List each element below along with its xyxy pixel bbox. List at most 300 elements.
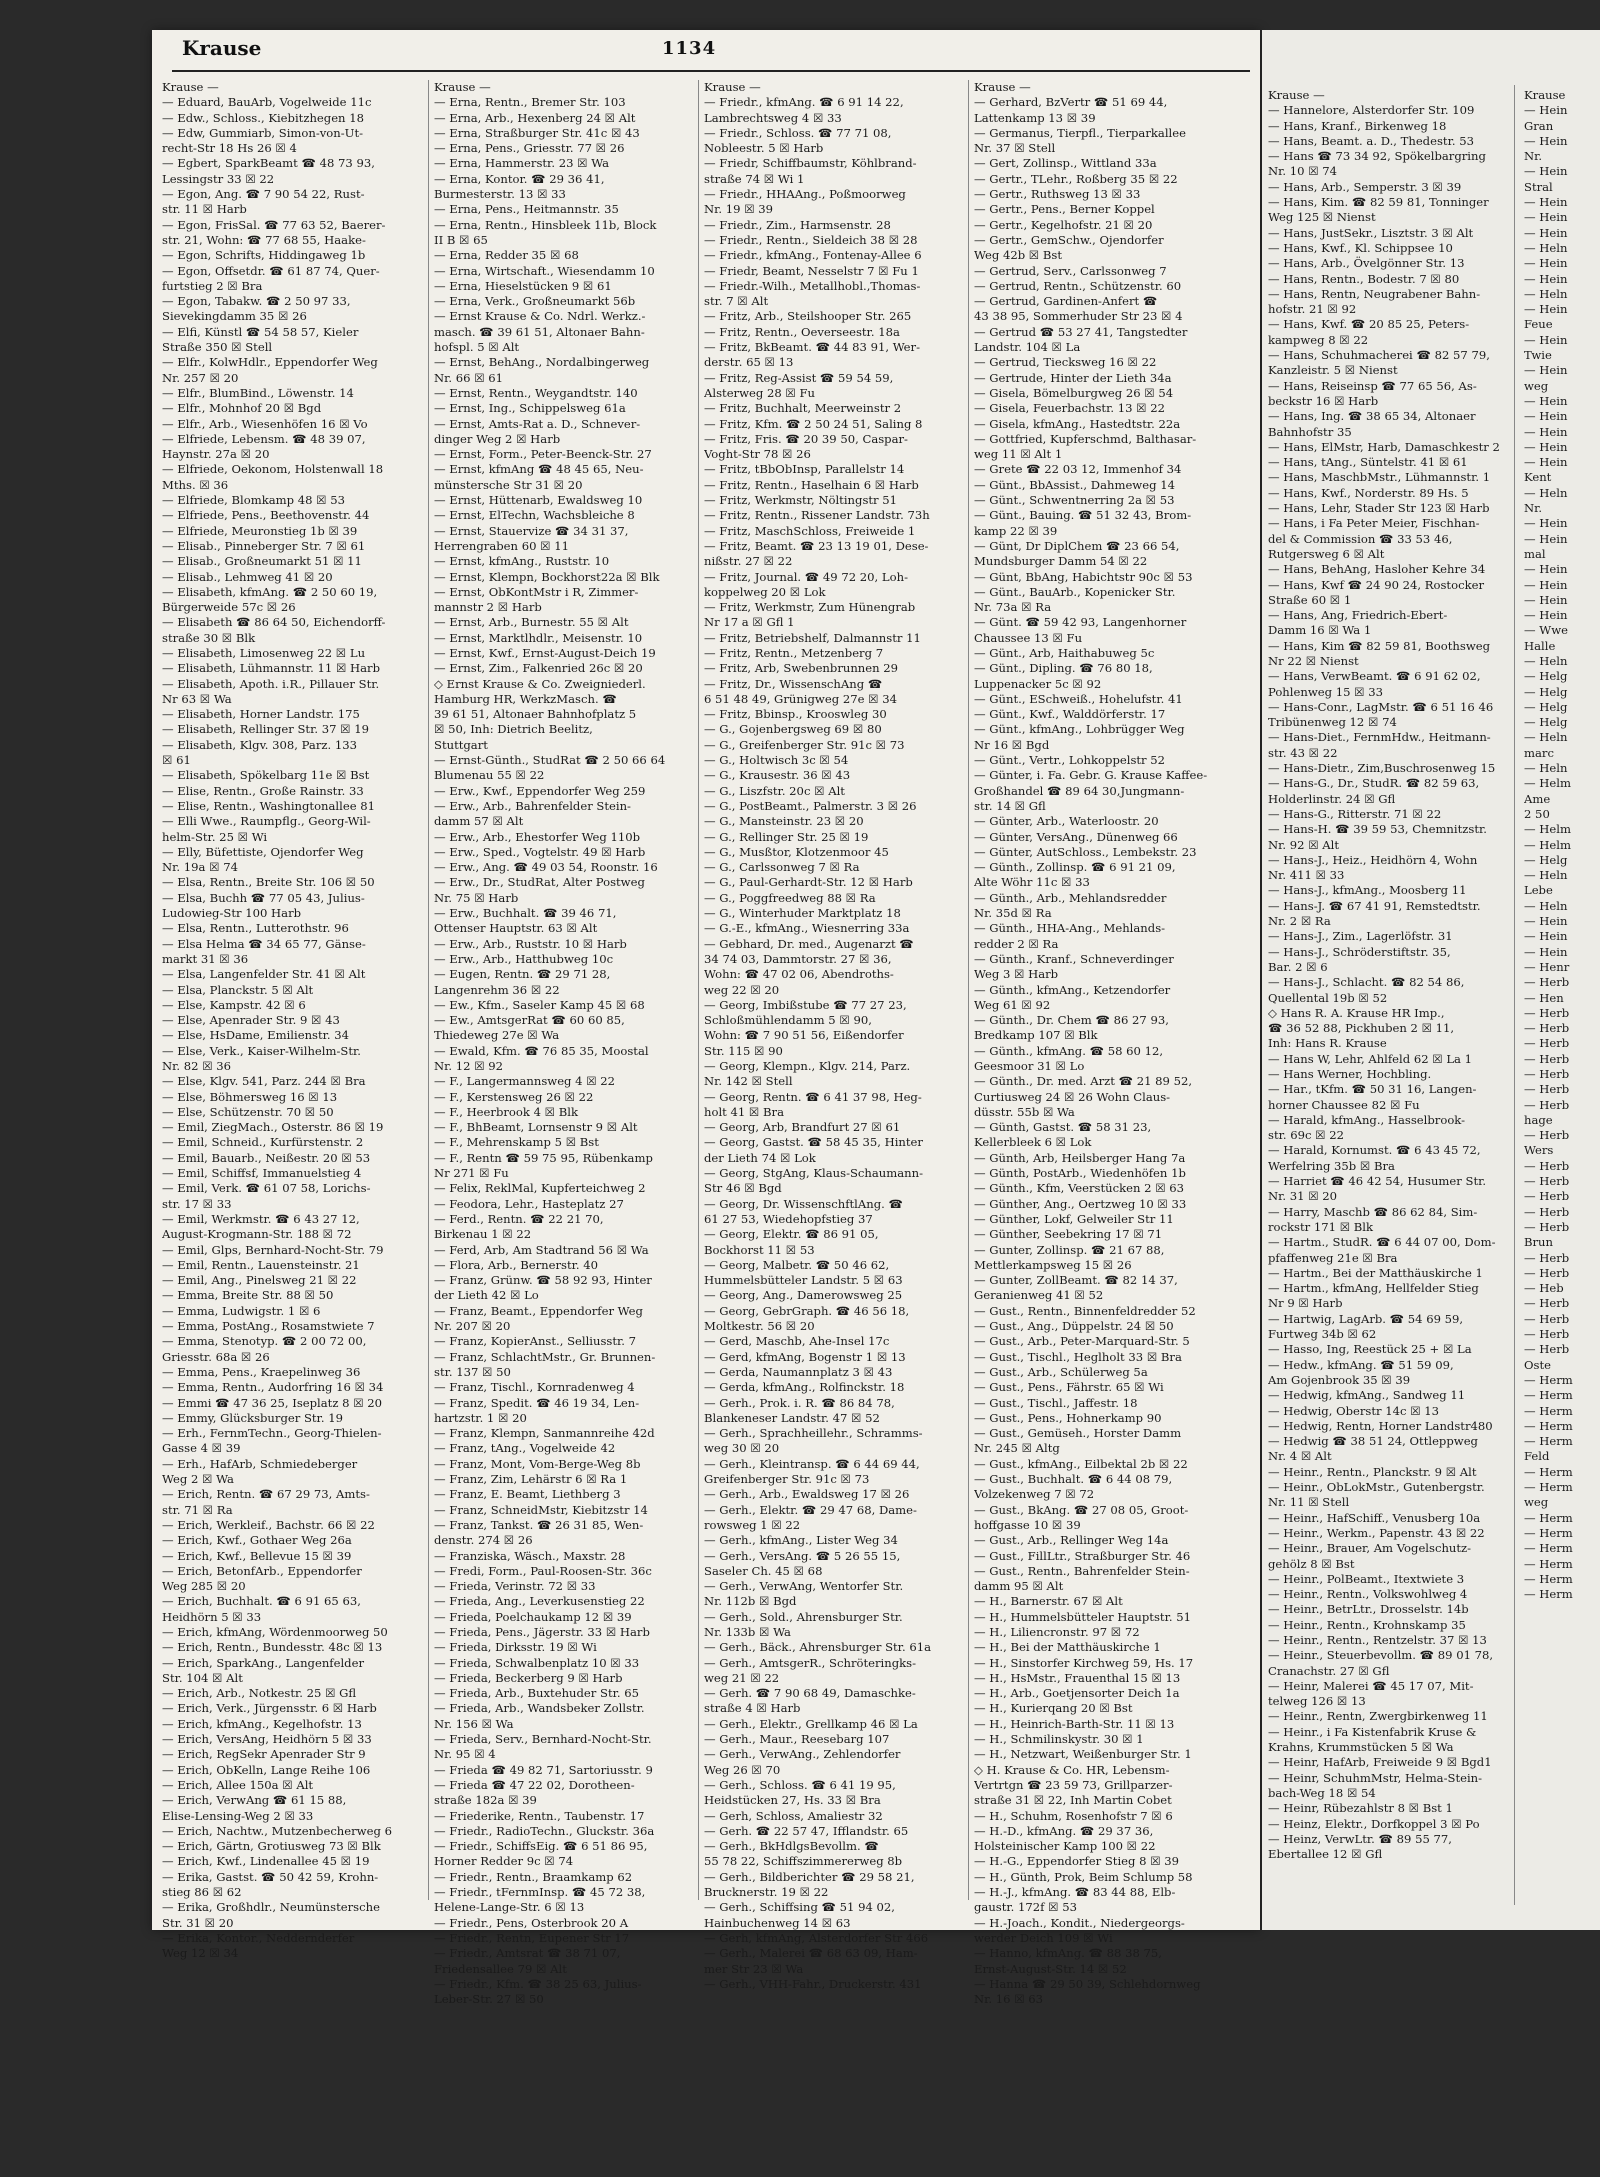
directory-entry-line: Haynstr. 27a ☒ 20 xyxy=(162,447,270,462)
directory-entry-line: — Gebhard, Dr. med., Augenarzt ☎ xyxy=(704,936,914,951)
directory-entry-line: — Gertrud, Tiecksweg 16 ☒ 22 xyxy=(974,355,1157,370)
header-rule xyxy=(172,70,1250,72)
directory-entry-line: — Erich, Kwf., Lindenallee 45 ☒ 19 xyxy=(162,1854,370,1869)
directory-entry-line: — Emma, Pens., Kraepelinweg 36 xyxy=(162,1364,361,1379)
directory-entry-line: — Günter, VersAng., Dünenweg 66 xyxy=(974,829,1178,844)
directory-entry-line: Gasse 4 ☒ 39 xyxy=(162,1441,241,1456)
directory-entry-line: — Fritz, Rentn., Oeverseestr. 18a xyxy=(704,324,900,339)
directory-entry-line: — Harald, kfmAng., Hasselbrook- xyxy=(1268,1112,1466,1127)
directory-entry-line: Nr. 245 ☒ Altg xyxy=(974,1441,1060,1456)
directory-entry-line: — Hein xyxy=(1524,531,1568,546)
directory-entry-line: — Erw., Buchhalt. ☎ 39 46 71, xyxy=(434,906,617,921)
directory-page xyxy=(152,30,1260,2007)
directory-entry-line: — Erich, Gärtn, Grotiusweg 73 ☒ Blk xyxy=(162,1839,381,1854)
directory-entry-line: Bürgerweide 57c ☒ 26 xyxy=(162,600,296,615)
directory-entry-line: — Hans, Ang, Friedrich-Ebert- xyxy=(1268,608,1448,623)
directory-entry-line: — Gust., BkAng. ☎ 27 08 05, Groot- xyxy=(974,1502,1189,1517)
directory-entry-line: — Hans-J., Zim., Lagerlöfstr. 31 xyxy=(1268,929,1453,944)
directory-entry-line: — Franz, E. Beamt, Liethberg 3 xyxy=(434,1487,621,1502)
directory-entry-line: — Herm xyxy=(1524,1403,1573,1418)
directory-entry-line: — Harriet ☎ 46 42 54, Husumer Str. xyxy=(1268,1174,1487,1189)
directory-entry-line: — Erna, Straßburger Str. 41c ☒ 43 xyxy=(434,125,640,140)
directory-entry-line: — Gust., Rentn., Bahrenfelder Stein- xyxy=(974,1563,1190,1578)
directory-entry-line: Oste xyxy=(1524,1357,1551,1372)
directory-entry-line: — Hein xyxy=(1524,577,1568,592)
directory-entry-line: Horner Redder 9c ☒ 74 xyxy=(434,1854,574,1869)
directory-entry-line: — Hedwig, Rentn, Horner Landstr480 xyxy=(1268,1418,1493,1433)
directory-entry-line: — Friedr., kfmAng., Fontenay-Allee 6 xyxy=(704,248,922,263)
directory-entry-line: — Günth., HHA-Ang., Mehlands- xyxy=(974,921,1166,936)
directory-entry-line: — Hans, i Fa Peter Meier, Fischhan- xyxy=(1268,516,1480,531)
directory-entry-line: Voght-Str 78 ☒ 26 xyxy=(704,447,811,462)
directory-entry-line: — Fritz, Rentn., Metzenberg 7 xyxy=(704,645,884,660)
directory-entry-line: — Gerh., Arb., Ewaldsweg 17 ☒ 26 xyxy=(704,1487,910,1502)
directory-entry-line: Lessingstr 33 ☒ 22 xyxy=(162,171,275,186)
directory-entry-line: — Else, Kampstr. 42 ☒ 6 xyxy=(162,997,306,1012)
directory-entry-line: — Eduard, BauArb, Vogelweide 11c xyxy=(162,95,372,110)
directory-entry-line: — Germanus, Tierpfl., Tierparkallee xyxy=(974,125,1186,140)
directory-entry-line: Blankeneser Landstr. 47 ☒ 52 xyxy=(704,1410,880,1425)
directory-entry-line: — Franz, SchlachtMstr., Gr. Brunnen- xyxy=(434,1349,656,1364)
directory-entry-line: Leber-Str. 27 ☒ 50 xyxy=(434,1992,544,2007)
directory-entry-line: — Fritz, Werkmstr, Nöltingstr 51 xyxy=(704,493,898,508)
directory-entry-line: Nr. 10 ☒ 74 xyxy=(1268,164,1338,179)
directory-entry-line: — Heinr., Steuerbevollm. ☎ 89 01 78, xyxy=(1268,1648,1494,1663)
directory-entry-line: — Edw., Schloss., Kiebitzhegen 18 xyxy=(162,110,364,125)
directory-entry-line: — Hein xyxy=(1524,439,1568,454)
directory-entry-line: Nr. 411 ☒ 33 xyxy=(1268,868,1345,883)
directory-entry-line: — Fritz, Rentn., Rissener Landstr. 73h xyxy=(704,508,930,523)
directory-entry-line: — Franz, Spedit. ☎ 46 19 34, Len- xyxy=(434,1395,640,1410)
directory-entry-line: — Frieda ☎ 49 82 71, Sartoriusstr. 9 xyxy=(434,1762,653,1777)
directory-entry-line: — Fritz, Dr., WissenschAng ☎ xyxy=(704,676,883,691)
directory-entry-line: Feue xyxy=(1524,317,1553,332)
directory-entry-line: str. 14 ☒ Gfl xyxy=(974,798,1046,813)
directory-entry-line: — Erich, Verk., Jürgensstr. 6 ☒ Harb xyxy=(162,1701,377,1716)
directory-entry-line: August-Krogmann-Str. 188 ☒ 72 xyxy=(162,1227,352,1242)
directory-entry-line: — Heinr., PolBeamt., Itextwiete 3 xyxy=(1268,1571,1465,1586)
directory-entry-line: — Frieda, Pens., Jägerstr. 33 ☒ Harb xyxy=(434,1624,650,1639)
directory-entry-line: — Elise, Rentn., Große Rainstr. 33 xyxy=(162,783,364,798)
directory-entry-line: weg 30 ☒ 20 xyxy=(704,1441,780,1456)
directory-entry-line: — Gunter, ZollBeamt. ☎ 82 14 37, xyxy=(974,1273,1178,1288)
directory-entry-line: str. 17 ☒ 33 xyxy=(162,1196,232,1211)
directory-entry-line: — Gust., Pens., Hohnerkamp 90 xyxy=(974,1410,1162,1425)
directory-entry-line: — Hanno, kfmAng. ☎ 88 38 75, xyxy=(974,1946,1162,1961)
directory-entry-line: — Grete ☎ 22 03 12, Immenhof 34 xyxy=(974,462,1182,477)
directory-entry-line: — Gerh., Bildberichter ☎ 29 58 21, xyxy=(704,1869,915,1884)
directory-entry-line: — Günth., Zollinsp. ☎ 6 91 21 09, xyxy=(974,860,1176,875)
directory-entry-line: — Heinr, SchuhmMstr, Helma-Stein- xyxy=(1268,1770,1483,1785)
directory-entry-line: — Elfr., BlumBind., Löwenstr. 14 xyxy=(162,385,354,400)
directory-entry-line: — Heinr., Rentn., Krohnskamp 35 xyxy=(1268,1617,1466,1632)
directory-entry-line: 55 78 22, Schiffszimmererweg 8b xyxy=(704,1854,903,1869)
directory-entry-line: — Ernst, Stauervize ☎ 34 31 37, xyxy=(434,523,629,538)
next-page-column-2 xyxy=(1524,88,1600,1602)
directory-entry-line: — Gust., Rentn., Binnenfeldredder 52 xyxy=(974,1303,1196,1318)
directory-entry-line: — Franz, SchneidMstr, Kiebitzstr 14 xyxy=(434,1502,648,1517)
directory-entry-line: — Hein xyxy=(1524,256,1568,271)
directory-entry-line: — Henr xyxy=(1524,959,1570,974)
directory-entry-line: — Gottfried, Kupferschmd, Balthasar- xyxy=(974,431,1197,446)
directory-entry-line: — Heinr, Malerei ☎ 45 17 07, Mit- xyxy=(1268,1678,1474,1693)
directory-entry-line: — Hartwig, LagArb. ☎ 54 69 59, xyxy=(1268,1311,1464,1326)
directory-entry-line: — G., Paul-Gerhardt-Str. 12 ☒ Harb xyxy=(704,875,913,890)
directory-entry-line: — Herb xyxy=(1524,1327,1570,1342)
directory-entry-line: weg 21 ☒ 22 xyxy=(704,1670,780,1685)
directory-entry-line: — Elisabeth, Klgv. 308, Parz. 133 xyxy=(162,737,357,752)
directory-entry-line: — Else, Apenrader Str. 9 ☒ 43 xyxy=(162,1013,340,1028)
directory-entry-line: — Erich, VersAng, Heidhörn 5 ☒ 33 xyxy=(162,1732,372,1747)
directory-entry-line: Friedensallee 79 ☒ Alt xyxy=(434,1961,567,1976)
directory-entry-line: — Erich, VerwAng ☎ 61 15 88, xyxy=(162,1793,347,1808)
directory-entry-line: straße 30 ☒ Blk xyxy=(162,630,256,645)
directory-entry-line: str. 7 ☒ Alt xyxy=(704,294,769,309)
directory-entry-line: — Emil, ZiegMach., Osterstr. 86 ☒ 19 xyxy=(162,1120,384,1135)
directory-entry-line: — Ernst, Zim., Falkenried 26c ☒ 20 xyxy=(434,661,643,676)
next-page-partial xyxy=(1262,30,1600,1930)
directory-entry-line: — Erw., Arb., Hatthubweg 10c xyxy=(434,951,614,966)
directory-entry-line: — Egon, Ang. ☎ 7 90 54 22, Rust- xyxy=(162,187,365,202)
directory-entry-line: — Hartm., kfmAng, Hellfelder Stieg xyxy=(1268,1281,1479,1296)
directory-entry-line: Nr. 2 ☒ Ra xyxy=(1268,914,1331,929)
directory-entry-line: — Ew., Kfm., Saseler Kamp 45 ☒ 68 xyxy=(434,997,645,1012)
directory-entry-line: — Fritz, Fris. ☎ 20 39 50, Caspar- xyxy=(704,431,908,446)
directory-entry-line: hage xyxy=(1524,1112,1553,1127)
directory-entry-line: — Ernst, Ing., Schippelsweg 61a xyxy=(434,401,626,416)
directory-entry-line: Wers xyxy=(1524,1143,1554,1158)
directory-entry-line: — Frieda, Arb., Wandsbeker Zollstr. xyxy=(434,1701,645,1716)
directory-entry-line: — H., Schmilinskystr. 30 ☒ 1 xyxy=(974,1732,1144,1747)
column-divider xyxy=(968,80,969,1900)
directory-entry-line: — Gertrude, Hinter der Lieth 34a xyxy=(974,370,1172,385)
directory-entry-line: — H., Hummelsbütteler Hauptstr. 51 xyxy=(974,1609,1191,1624)
directory-entry-line: ◇ H. Krause & Co. HR, Lebensm- xyxy=(974,1762,1170,1777)
directory-entry-line: — Hein xyxy=(1524,516,1568,531)
directory-entry-line: — Erna, Pens., Griesstr. 77 ☒ 26 xyxy=(434,141,625,156)
directory-entry-line: Bahnhofstr 35 xyxy=(1268,424,1352,439)
directory-entry-line: — Herb xyxy=(1524,1051,1570,1066)
directory-entry-line: — Fritz, Journal. ☎ 49 72 20, Loh- xyxy=(704,569,908,584)
directory-entry-line: — Emil, Verk. ☎ 61 07 58, Lorichs- xyxy=(162,1181,371,1196)
directory-entry-line: dinger Weg 2 ☒ Harb xyxy=(434,431,561,446)
directory-entry-line: — Gert, Zollinsp., Wittland 33a xyxy=(974,156,1157,171)
directory-entry-line: — Franz, KopierAnst., Selliusstr. 7 xyxy=(434,1334,637,1349)
directory-entry-line: — Erich, SparkAng., Langenfelder xyxy=(162,1655,364,1670)
directory-entry-line: — Franz, Tankst. ☎ 26 31 85, Wen- xyxy=(434,1517,644,1532)
directory-entry-line: Greifenberger Str. 91c ☒ 73 xyxy=(704,1472,870,1487)
directory-entry-line: — Friedr., RadioTechn., Gluckstr. 36a xyxy=(434,1823,655,1838)
directory-entry-line: — Hein xyxy=(1524,271,1568,286)
directory-entry-line: — Harald, Kornumst. ☎ 6 43 45 72, xyxy=(1268,1143,1481,1158)
directory-entry-line: Nr. 12 ☒ 92 xyxy=(434,1059,504,1073)
directory-entry-line: — Erich, RegSekr Apenrader Str 9 xyxy=(162,1747,366,1762)
directory-entry-line: Curtiusweg 24 ☒ 26 Wohn Claus- xyxy=(974,1089,1171,1104)
directory-entry-line: — Elsa, Planckstr. 5 ☒ Alt xyxy=(162,982,314,997)
directory-entry-line: — H., HsMstr., Frauenthal 15 ☒ 13 xyxy=(974,1670,1181,1685)
directory-entry-line: — Erich, Werkleif., Bachstr. 66 ☒ 22 xyxy=(162,1517,375,1532)
directory-entry-line: — Heinr., Rentn., Planckstr. 9 ☒ Alt xyxy=(1268,1464,1477,1479)
directory-entry-line: Nr 16 ☒ Bgd xyxy=(974,737,1050,752)
directory-entry-line: — Herm xyxy=(1524,1418,1573,1433)
directory-entry-line: — Erna, Arb., Hexenberg 24 ☒ Alt xyxy=(434,110,636,125)
directory-entry-line: — Herb xyxy=(1524,1036,1570,1051)
directory-entry-line: — Ernst, Rentn., Weygandtstr. 140 xyxy=(434,385,638,400)
directory-entry-line: horner Chaussee 82 ☒ Fu xyxy=(1268,1097,1420,1112)
directory-entry-line: — Georg, Rentn. ☎ 6 41 37 98, Heg- xyxy=(704,1089,922,1104)
directory-entry-line: — Günt, Dr DiplChem ☎ 23 66 54, xyxy=(974,538,1180,553)
directory-entry-line: — Fritz, Werkmstr, Zum Hünengrab xyxy=(704,600,916,615)
directory-entry-line: Herrengraben 60 ☒ 11 xyxy=(434,538,569,553)
directory-entry-line: — Erna, Hieselstücken 9 ☒ 61 xyxy=(434,278,612,293)
directory-entry-line: — Hein xyxy=(1524,332,1568,347)
directory-entry-line: — Frieda, Schwalbenplatz 10 ☒ 33 xyxy=(434,1655,640,1670)
directory-entry-line: Griesstr. 68a ☒ 26 xyxy=(162,1349,270,1364)
directory-entry-line: Hainbuchenweg 14 ☒ 63 xyxy=(704,1915,851,1930)
directory-entry-line: helm-Str. 25 ☒ Wi xyxy=(162,829,268,844)
directory-entry-line: mal xyxy=(1524,546,1546,561)
directory-entry-line: — Hans, Kwf. ☎ 20 85 25, Peters- xyxy=(1268,317,1470,332)
directory-entry-line: Burmesterstr. 13 ☒ 33 xyxy=(434,187,566,202)
directory-entry-line: ◇ Hans R. A. Krause HR Imp., xyxy=(1268,1005,1445,1020)
directory-entry-line: — Günth., Dr. Chem ☎ 86 27 93, xyxy=(974,1013,1169,1028)
directory-entry-line: — Fritz, Arb, Swebenbrunnen 29 xyxy=(704,661,899,676)
directory-entry-line: — H., Günth, Prok, Beim Schlump 58 xyxy=(974,1869,1193,1884)
directory-entry-line: — Elisab., Pinneberger Str. 7 ☒ 61 xyxy=(162,538,366,553)
directory-entry-line: — Gerh., Malerei ☎ 68 63 09, Ham- xyxy=(704,1946,918,1961)
directory-entry-line: — Herb xyxy=(1524,1342,1570,1357)
directory-entry-line: — Ernst, BehAng., Nordalbingerweg xyxy=(434,355,650,370)
directory-entry-line: — Elisabeth, Limosenweg 22 ☒ Lu xyxy=(162,645,366,660)
directory-entry-line: — Friederike, Rentn., Taubenstr. 17 xyxy=(434,1808,645,1823)
directory-entry-line: rockstr 171 ☒ Blk xyxy=(1268,1219,1374,1234)
directory-entry-line: — Hans, Arb., Övelgönner Str. 13 xyxy=(1268,256,1465,271)
directory-entry-line: redder 2 ☒ Ra xyxy=(974,936,1059,951)
directory-entry-line: Weg 61 ☒ 92 xyxy=(974,997,1051,1012)
directory-entry-line: Nr. 19a ☒ 74 xyxy=(162,860,238,875)
directory-entry-line: — Hans, Lehr, Stader Str 123 ☒ Harb xyxy=(1268,501,1490,516)
directory-entry-line: — Ernst, kfmAng ☎ 48 45 65, Neu- xyxy=(434,462,644,477)
directory-entry-line: — Hedwig ☎ 38 51 24, Ottleppweg xyxy=(1268,1434,1478,1449)
directory-entry-line: ☒ 50, Inh: Dietrich Beelitz, xyxy=(434,722,593,737)
directory-entry-line: — Günth., Kranf., Schneverdinger xyxy=(974,951,1174,966)
directory-entry-line: — Erich, Rentn. ☎ 67 29 73, Amts- xyxy=(162,1487,370,1502)
directory-entry-line: — Erich, BetonfArb., Eppendorfer xyxy=(162,1563,362,1578)
directory-entry-line: — Gust., Tischl., Jaffestr. 18 xyxy=(974,1395,1138,1410)
directory-entry-line: — Ernst, ObKontMstr i R, Zimmer- xyxy=(434,584,639,599)
directory-entry-line: — Egon, Tabakw. ☎ 2 50 97 33, xyxy=(162,294,351,309)
directory-entry-line: — Frieda, Ang., Leverkusenstieg 22 xyxy=(434,1594,645,1609)
directory-entry-line: — Günt., Kwf., Walddörferstr. 17 xyxy=(974,707,1166,722)
directory-entry-line: — Ernst, Amts-Rat a. D., Schnever- xyxy=(434,416,641,431)
directory-entry-line: — Heinr., Brauer, Am Vogelschutz- xyxy=(1268,1541,1472,1556)
directory-entry-line: Gran xyxy=(1524,118,1554,133)
directory-entry-line: — Friedr., Rentn., Braamkamp 62 xyxy=(434,1869,633,1884)
directory-entry-line: bach-Weg 18 ☒ 54 xyxy=(1268,1785,1376,1800)
directory-entry-line: — Friedr., Amtsrat ☎ 38 71 07, xyxy=(434,1946,621,1961)
directory-entry-line: — Erh., HafArb, Schmiedeberger xyxy=(162,1456,358,1471)
directory-entry-line: — Hans Werner, Hochbling. xyxy=(1268,1067,1432,1081)
directory-entry-line: — Gerh. ☎ 7 90 68 49, Damaschke- xyxy=(704,1686,916,1701)
directory-entry-line: — Erich, Allee 150a ☒ Alt xyxy=(162,1777,314,1792)
directory-entry-line: — Gust., FillLtr., Straßburger Str. 46 xyxy=(974,1548,1191,1563)
column-4 xyxy=(974,80,1249,2007)
directory-entry-line: — Elisabeth, kfmAng. ☎ 2 50 60 19, xyxy=(162,584,378,599)
directory-entry-line: — Gerh., Sprachheillehr., Schramms- xyxy=(704,1426,923,1441)
directory-entry-line: — Hans, tAng., Süntelstr. 41 ☒ 61 xyxy=(1268,455,1468,470)
directory-entry-line: Twie xyxy=(1524,348,1552,363)
directory-entry-line: Ebertallee 12 ☒ Gfl xyxy=(1268,1847,1383,1862)
directory-entry-line: — Wwe xyxy=(1524,623,1568,638)
directory-entry-line: Ernst-August-Str. 14 ☒ 52 xyxy=(974,1961,1127,1976)
directory-entry-line: — Ernst-Günth., StudRat ☎ 2 50 66 64 xyxy=(434,753,666,768)
directory-entry-line: — Hein xyxy=(1524,133,1568,148)
directory-entry-line: — Herm xyxy=(1524,1556,1573,1571)
directory-entry-line: — Gerd, kfmAng, Bogenstr 1 ☒ 13 xyxy=(704,1349,906,1364)
directory-entry-line: — Hans, Reiseinsp ☎ 77 65 56, As- xyxy=(1268,378,1477,393)
directory-entry-line: — Frieda, Poelchaukamp 12 ☒ 39 xyxy=(434,1609,632,1624)
directory-entry-line: — Herb xyxy=(1524,1158,1570,1173)
directory-entry-line: — Gust., Buchhalt. ☎ 6 44 08 79, xyxy=(974,1472,1173,1487)
directory-entry-line: — Erna, Redder 35 ☒ 68 xyxy=(434,248,579,263)
directory-entry-line: — Georg, Arb, Brandfurt 27 ☒ 61 xyxy=(704,1120,901,1135)
directory-entry-line: — Hanna ☎ 29 50 39, Schlehdornweg xyxy=(974,1976,1201,1991)
directory-entry-line: — Gertr., Pens., Berner Koppel xyxy=(974,202,1155,217)
directory-entry-line: — Franz, Klempn, Sanmannreihe 42d xyxy=(434,1426,655,1441)
directory-entry-line: — Georg, Ang., Damerowsweg 25 xyxy=(704,1288,903,1303)
directory-entry-line: — Gust., Ang., Düppelstr. 24 ☒ 50 xyxy=(974,1319,1174,1334)
directory-entry-line: — Günth., Kfm, Veerstücken 2 ☒ 63 xyxy=(974,1181,1185,1196)
directory-entry-line: — Hans-Dietr., Zim,Buschrosenweg 15 xyxy=(1268,761,1496,776)
directory-entry-line: — Ernst, kfmAng., Ruststr. 10 xyxy=(434,554,610,569)
directory-entry-line: — Heinr., Rentn., Rentzelstr. 37 ☒ 13 xyxy=(1268,1632,1487,1647)
directory-entry-line: — Gerh., VerwAng., Zehlendorfer xyxy=(704,1747,901,1762)
directory-entry-line: — Helg xyxy=(1524,852,1568,867)
directory-entry-line: Weg 125 ☒ Nienst xyxy=(1268,210,1376,225)
directory-entry-line: — Erika, Gastst. ☎ 50 42 59, Krohn- xyxy=(162,1869,379,1884)
directory-entry-line: — Helm xyxy=(1524,776,1571,791)
directory-entry-line: — Günter, AutSchloss., Lembekstr. 23 xyxy=(974,844,1197,859)
directory-entry-line: — Helg xyxy=(1524,684,1568,699)
directory-entry-line: — F., Kerstensweg 26 ☒ 22 xyxy=(434,1089,594,1104)
directory-entry-line: Nr. 112b ☒ Bgd xyxy=(704,1594,797,1609)
directory-entry-line: rowsweg 1 ☒ 22 xyxy=(704,1517,801,1532)
directory-entry-line: beckstr 16 ☒ Harb xyxy=(1268,393,1379,408)
directory-entry-line: — Ewald, Kfm. ☎ 76 85 35, Moostal xyxy=(434,1043,649,1058)
directory-entry-line: — Herb xyxy=(1524,1311,1570,1326)
directory-entry-line: Furtweg 34b ☒ 62 xyxy=(1268,1327,1377,1342)
directory-entry-line: ☎ 36 52 88, Pickhuben 2 ☒ 11, xyxy=(1268,1021,1455,1036)
directory-entry-line: Elise-Lensing-Weg 2 ☒ 33 xyxy=(162,1808,314,1823)
directory-entry-line: — Erh., FernmTechn., Georg-Thielen- xyxy=(162,1426,382,1441)
directory-entry-line: — Herb xyxy=(1524,975,1570,990)
directory-entry-line: — F., BhBeamt, Lornsenstr 9 ☒ Alt xyxy=(434,1120,638,1135)
directory-entry-line: — Gerh., Schiffsing ☎ 51 94 02, xyxy=(704,1900,895,1915)
directory-entry-line: — Frieda, Verinstr. 72 ☒ 33 xyxy=(434,1579,596,1594)
directory-entry-line: — Fritz, Bbinsp., Krooswleg 30 xyxy=(704,707,887,722)
directory-entry-line: — Gertrud, Rentn., Schützenstr. 60 xyxy=(974,278,1182,293)
directory-entry-line: Weg 3 ☒ Harb xyxy=(974,967,1059,982)
directory-entry-line: Kellerbleek 6 ☒ Lok xyxy=(974,1135,1092,1150)
directory-entry-line: — Elisabeth, Apoth. i.R., Pillauer Str. xyxy=(162,676,380,691)
directory-entry-line: — Elli Wwe., Raumpflg., Georg-Wil- xyxy=(162,814,371,829)
directory-entry-line: hofstr. 21 ☒ 92 xyxy=(1268,302,1357,317)
directory-entry-line: koppelweg 20 ☒ Lok xyxy=(704,584,826,599)
directory-entry-line: — Günt., BauArb., Kopenicker Str. xyxy=(974,584,1176,599)
directory-entry-line: — H., Barnerstr. 67 ☒ Alt xyxy=(974,1594,1123,1609)
directory-entry-line: — Herm xyxy=(1524,1464,1573,1479)
directory-entry-line: — Helg xyxy=(1524,669,1568,684)
directory-entry-line: Holderlinstr. 24 ☒ Gfl xyxy=(1268,791,1396,806)
directory-entry-line: — Günt. ☎ 59 42 93, Langenhorner xyxy=(974,615,1187,630)
directory-entry-line: Rutgersweg 6 ☒ Alt xyxy=(1268,546,1385,561)
directory-entry-line: — Günt., Vertr., Lohkoppelstr 52 xyxy=(974,753,1166,768)
directory-entry-line: — Hans, Ing. ☎ 38 65 34, Altonaer xyxy=(1268,409,1476,424)
directory-entry-line: — Gerh., VHH-Fahr., Druckerstr. 431 xyxy=(704,1976,922,1991)
directory-entry-line: — Hein xyxy=(1524,393,1568,408)
directory-entry-line: nißstr. 27 ☒ 22 xyxy=(704,554,793,569)
directory-entry-line: — Gerhard, BzVertr ☎ 51 69 44, xyxy=(974,95,1168,110)
directory-entry-line: II B ☒ 65 xyxy=(434,232,488,247)
directory-entry-line: — Hans, VerwBeamt. ☎ 6 91 62 02, xyxy=(1268,669,1481,684)
directory-entry-line: Lambrechtsweg 4 ☒ 33 xyxy=(704,110,842,125)
directory-entry-line: — Heinr., BetrLtr., Drosselstr. 14b xyxy=(1268,1602,1469,1617)
directory-entry-line: — Erna, Rentn., Bremer Str. 103 xyxy=(434,95,626,110)
directory-entry-line: pfaffenweg 21e ☒ Bra xyxy=(1268,1250,1398,1265)
column-divider xyxy=(698,80,699,1900)
directory-entry-line: Nr 63 ☒ Wa xyxy=(162,691,232,706)
directory-entry-line: str. 21, Wohn: ☎ 77 68 55, Haake- xyxy=(162,232,366,247)
directory-entry-line: düsstr. 55b ☒ Wa xyxy=(974,1104,1075,1119)
directory-entry-line: — Else, Böhmersweg 16 ☒ 13 xyxy=(162,1089,338,1104)
directory-entry-line: str. 43 ☒ 22 xyxy=(1268,745,1338,760)
directory-entry-line: Krause — xyxy=(974,80,1031,94)
directory-entry-line: — Erna, Hammerstr. 23 ☒ Wa xyxy=(434,156,610,171)
directory-entry-line: Helene-Lange-Str. 6 ☒ 13 xyxy=(434,1900,585,1915)
directory-entry-line: — Günt., Schwentnerring 2a ☒ 53 xyxy=(974,493,1175,508)
directory-entry-line: Ottenser Hauptstr. 63 ☒ Alt xyxy=(434,921,598,936)
directory-entry-line: — Hein xyxy=(1524,302,1568,317)
directory-entry-line: — Felix, ReklMal, Kupferteichweg 2 xyxy=(434,1181,646,1196)
directory-entry-line: weg 22 ☒ 20 xyxy=(704,982,780,997)
directory-entry-line: — Gerh., AmtsgerR., Schröteringks- xyxy=(704,1655,917,1670)
directory-entry-line: Wohn: ☎ 7 90 51 56, Eißendorfer xyxy=(704,1028,904,1043)
directory-entry-line: Nr. 133b ☒ Wa xyxy=(704,1624,791,1639)
directory-entry-line: — Friedr, Schiffbaumstr, Köhlbrand- xyxy=(704,156,917,171)
directory-entry-line: — G., Rellinger Str. 25 ☒ 19 xyxy=(704,829,869,844)
directory-entry-line: — Hedwig, Oberstr 14c ☒ 13 xyxy=(1268,1403,1440,1418)
directory-entry-line: — G., Winterhuder Marktplatz 18 xyxy=(704,906,901,921)
directory-entry-line: — Elisabeth ☎ 86 64 50, Eichendorff- xyxy=(162,615,386,630)
directory-entry-line: — Helm xyxy=(1524,822,1571,837)
directory-entry-line: — Gust., Tischl., Heglholt 33 ☒ Bra xyxy=(974,1349,1182,1364)
directory-entry-line: — Friedr., SchiffsEig. ☎ 6 51 86 95, xyxy=(434,1839,648,1854)
directory-entry-line: — Gerh., Elektr., Grellkamp 46 ☒ La xyxy=(704,1716,918,1731)
directory-entry-line: — Emil, Glps, Bernhard-Nocht-Str. 79 xyxy=(162,1242,384,1257)
directory-entry-line: — Franz, Zim, Lehärstr 6 ☒ Ra 1 xyxy=(434,1472,628,1487)
directory-entry-line: Lebe xyxy=(1524,883,1553,898)
directory-entry-line: — Gertr., Ruthsweg 13 ☒ 33 xyxy=(974,187,1141,202)
directory-entry-line: — Hans-J. ☎ 67 41 91, Remstedtstr. xyxy=(1268,898,1481,913)
directory-entry-line: Thiedeweg 27e ☒ Wa xyxy=(434,1028,560,1043)
directory-entry-line: — Friedr., Schloss. ☎ 77 71 08, xyxy=(704,125,892,140)
directory-entry-line: — Frieda, Serv., Bernhard-Nocht-Str. xyxy=(434,1732,652,1747)
directory-entry-line: — Gerda, kfmAng., Rolfinckstr. 18 xyxy=(704,1380,905,1395)
directory-entry-line: kamp 22 ☒ 39 xyxy=(974,523,1058,538)
directory-entry-line: — Gust., Arb., Peter-Marquard-Str. 5 xyxy=(974,1334,1190,1349)
directory-entry-line: Stral xyxy=(1524,179,1553,194)
directory-entry-line: — Elsa, Rentn., Breite Str. 106 ☒ 50 xyxy=(162,875,375,890)
